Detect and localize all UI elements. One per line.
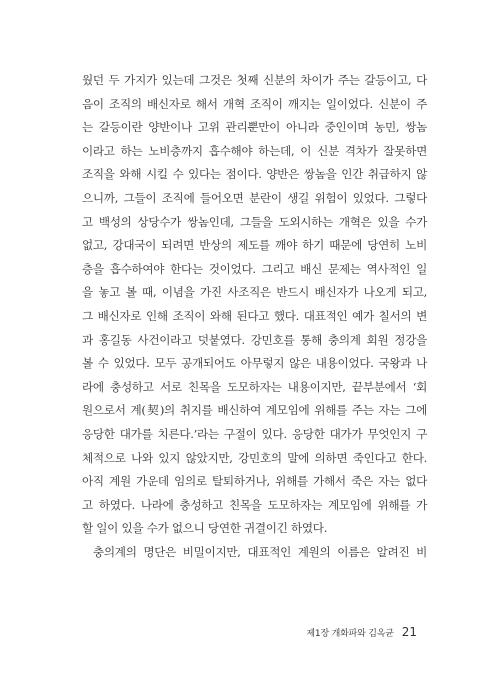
paragraph-end-line: 할 일이 있을 수가 없으니 당연한 귀결이긴 하였다. [82, 521, 328, 536]
text-line: 고 백성의 상당수가 쌍놈인데, 그들을 도외시하는 개혁은 있을 수가 [82, 214, 427, 229]
text-line: 음이 조직의 배신자로 해서 개혁 조직이 깨지는 일이었다. 신분이 주 [82, 96, 427, 111]
paragraph-start-line: 충의계의 명단은 비밀이지만, 대표적인 계원의 이름은 알려진 비 [93, 544, 427, 559]
body-text [82, 69, 427, 564]
text-line: 원으로서 계(契)의 취지를 배신하여 계모임에 위해를 주는 자는 그에 [82, 403, 427, 418]
text-line: 이라고 하는 노비층까지 흡수해야 하는데, 이 신분 격차가 잘못하면 [82, 143, 427, 158]
text-line: 고 하였다. 나라에 충성하고 친목을 도모하자는 계모임에 위해를 가 [82, 497, 427, 512]
page-footer [306, 625, 417, 639]
text-line: 없고, 강대국이 되려면 반상의 제도를 깨야 하기 때문에 당연히 노비 [82, 238, 427, 253]
text-line: 볼 수 있었다. 모두 공개되어도 아무렇지 않은 내용이었다. 국왕과 나 [82, 356, 427, 371]
text-line: 과 홍길동 사건이라고 덧붙였다. 강민호를 통해 충의계 회원 정강을 [82, 332, 427, 347]
page-number: 21 [401, 625, 417, 639]
text-line: 을 놓고 볼 때, 이념을 가진 사조직은 반드시 배신자가 나오게 되고, [82, 285, 427, 300]
text-line: 으니까, 그들이 조직에 들어오면 분란이 생길 위험이 있었다. 그렇다 [82, 190, 427, 205]
text-line: 는 갈등이란 양반이나 고위 관리뿐만이 아니라 중인이며 농민, 쌍놈 [82, 120, 427, 135]
text-line: 체적으로 나와 있지 않았지만, 강민호의 말에 의하면 죽인다고 한다. [82, 450, 427, 465]
text-line: 웠던 두 가지가 있는데 그것은 첫째 신분의 차이가 주는 갈등이고, 다 [82, 73, 427, 87]
text-line: 라에 충성하고 서로 친목을 도모하자는 내용이지만, 끝부분에서 ‘회 [82, 379, 427, 394]
text-line: 아직 계원 가운데 임의로 탈퇴하거나, 위해를 가해서 죽은 자는 없다 [82, 474, 427, 489]
text-line: 조직을 와해 시킬 수 있다는 점이다. 양반은 쌍놈을 인간 취급하지 않 [82, 167, 427, 182]
text-line: 층을 흡수하여야 한다는 것이었다. 그리고 배신 문제는 역사적인 일 [82, 261, 427, 276]
text-line: 응당한 대가를 치른다.’라는 구절이 있다. 응당한 대가가 무엇인지 구 [82, 426, 427, 441]
running-head: 제1장 개화파와 김옥균 [306, 629, 394, 639]
text-line: 그 배신자로 인해 조직이 와해 된다고 했다. 대표적인 예가 칠서의 변 [82, 308, 427, 323]
